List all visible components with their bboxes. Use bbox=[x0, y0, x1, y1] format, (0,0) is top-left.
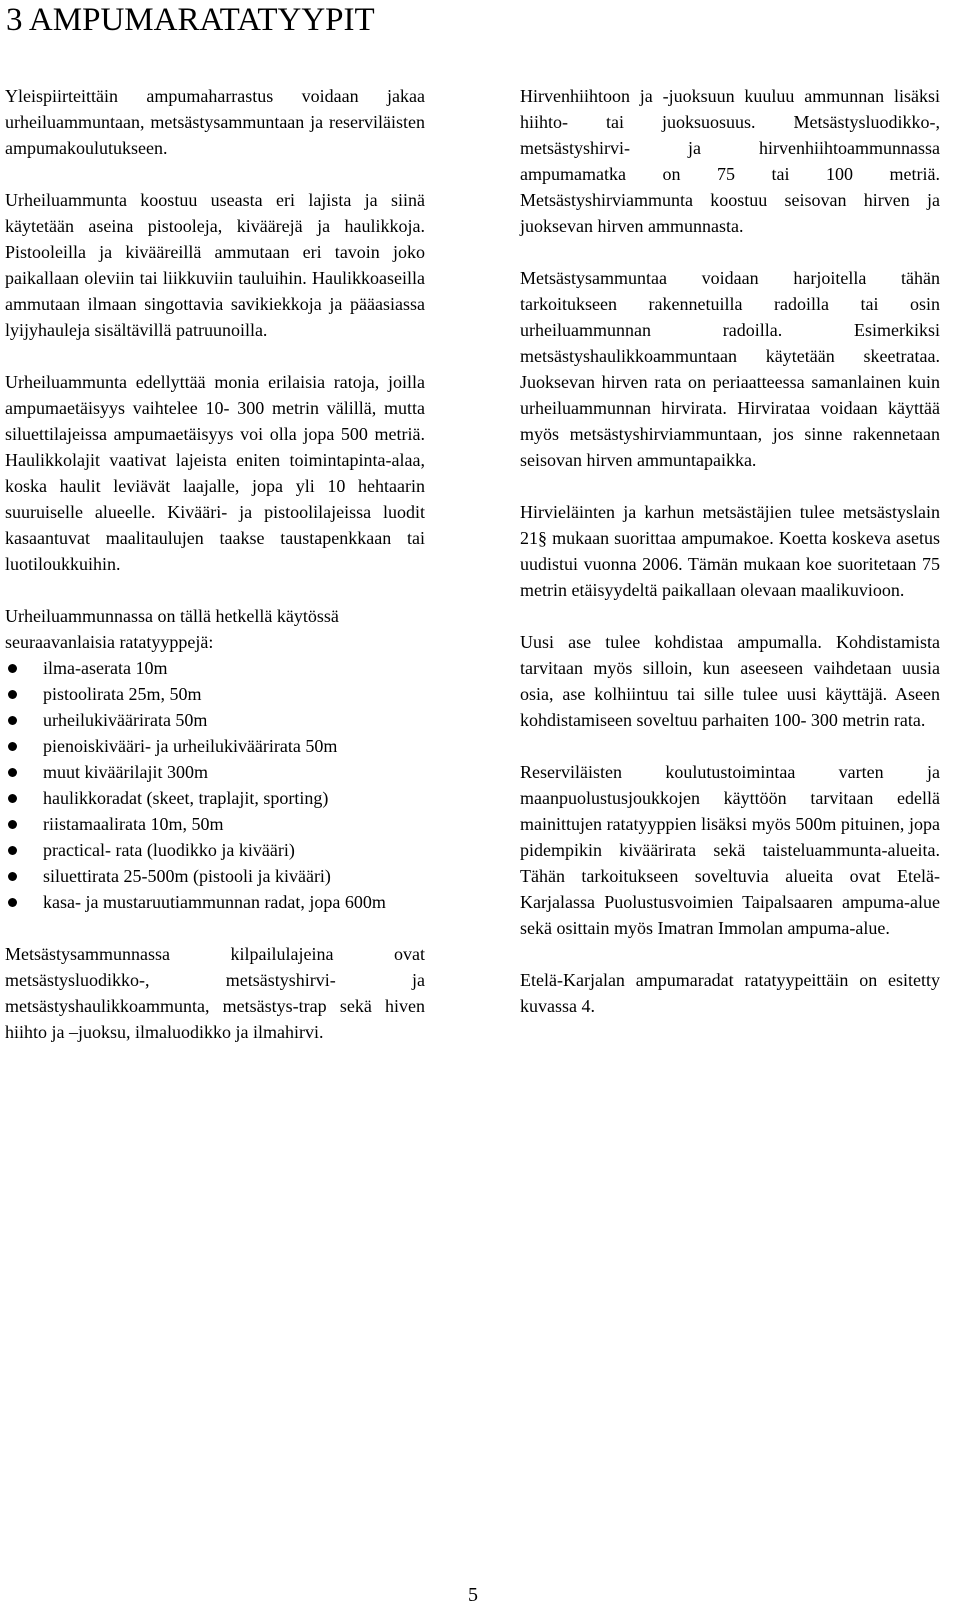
paragraph-sport-shooting: Urheiluammunta koostuu useasta eri lajista ja siinä käytetään aseina pistooleja, kiväärejä ja haulikkoja. Pistooleilla ja kivääreillä ammutaan eri tavoin joko paikallaan oleviin tai liikkuviin tauluihin. Haulikkoaseilla ammutaan ilmaan singottavia savikiekkoja ja pääasiassa lyijyhauleja sisältävillä patruunoilla. bbox=[5, 190, 425, 340]
paragraph-hunting-practice: Metsästysammuntaa voidaan harjoitella tähän tarkoitukseen rakennetuilla radoilla tai osin urheiluammunnan radoilla. Esimerkiksi metsästyshaulikkoammuntaan käytetään skeetrataa. Juoksevan hirven rata on periaatteessa samanlainen kuin urheiluammunnan hirvirata. Hirvirataa voidaan käyttää myös metsästyshirviammuntaan, jos sinne rakennetaan seisovan hirven ammuntapaikka. bbox=[520, 268, 940, 470]
list-item bbox=[5, 707, 425, 733]
list-item-text: pistoolirata 25m, 50m bbox=[43, 684, 202, 704]
bullet-icon bbox=[8, 742, 17, 751]
bullet-icon bbox=[8, 898, 17, 907]
paragraph-reservists: Reserviläisten koulutustoimintaa varten ja maanpuolustusjoukkojen käyttöön tarvitaan edellä mainittujen ratatyyppien lisäksi myös 500m pituinen, jopa pidempikin kiväärirata sekä taisteluammunta-alueita. Tähän tarkoitukseen soveltuvia alueita ovat Etelä- Karjalassa Puolustusvoimien Taipalsaaren ampuma-alue sekä osittain myös Imatran Immolan ampuma-alue. bbox=[520, 762, 940, 938]
paragraph-hunting-competitions: Metsästysammunnassa kilpailulajeina ovat metsästysluodikko-, metsästyshirvi- ja metsästyshaulikkoammunta, metsästys-trap sekä hiven hiihto ja –juoksu, ilmaluodikko ja ilmahirvi. bbox=[5, 944, 425, 1042]
list-item-text: kasa- ja mustaruutiammunnan radat, jopa 600m bbox=[43, 892, 386, 912]
list-item bbox=[5, 681, 425, 707]
bullet-icon bbox=[8, 690, 17, 699]
list-item bbox=[5, 889, 425, 915]
page-title: 3 AMPUMARATATYYPIT bbox=[6, 2, 375, 38]
bullet-icon bbox=[8, 664, 17, 673]
list-item-text: riistamaalirata 10m, 50m bbox=[43, 814, 224, 834]
bullet-icon bbox=[8, 768, 17, 777]
list-item-text: pienoiskivääri- ja urheilukiväärirata 50m bbox=[43, 736, 338, 756]
left-column bbox=[5, 83, 425, 1071]
paragraph-shooting-test: Hirvieläinten ja karhun metsästäjien tulee metsästyslain 21§ mukaan suorittaa ampumakoe. Koetta koskeva asetus uudistui vuonna 2006. Tämän mukaan koe suoritetaan 75 metrin etäisyydeltä paikallaan olevaan maalikuvioon. bbox=[520, 502, 940, 600]
paragraph-figure-reference: Etelä-Karjalan ampumaradat ratatyypeittäin on esitetty kuvassa 4. bbox=[520, 970, 940, 1016]
list-item bbox=[5, 655, 425, 681]
list-item-text: practical- rata (luodikko ja kivääri) bbox=[43, 840, 295, 860]
bullet-icon bbox=[8, 872, 17, 881]
list-item bbox=[5, 785, 425, 811]
paragraph-range-requirements: Urheiluammunta edellyttää monia erilaisia ratoja, joilla ampumaetäisyys vaihtelee 10- 300 metrin välillä, mutta siluettilajeissa ampumaetäisyys voi olla jopa 500 metriä. Haulikkolajit vaativat lajeista eniten toimintapinta-alaa, koska haulit leviävät laajalle, jopa yli 10 hehtaarin suuruiselle alueelle. Kivääri- ja pistoolilajeissa luodit kasaantuvat maalitaulujen taakse taustapenkkaan tai luotiloukkuihin. bbox=[5, 372, 425, 574]
list-item-text: siluettirata 25-500m (pistooli ja kivääri) bbox=[43, 866, 331, 886]
right-column bbox=[520, 83, 940, 1045]
paragraph-intro: Yleispiirteittäin ampumaharrastus voidaan jakaa urheiluammuntaan, metsästysammuntaan ja reserviläisten ampumakoulutukseen. bbox=[5, 86, 425, 158]
range-types-intro: Urheiluammunnassa on tällä hetkellä käytössä seuraavanlaisia ratatyyppejä: bbox=[5, 606, 339, 652]
list-item-text: haulikkoradat (skeet, traplajit, sporting) bbox=[43, 788, 329, 808]
list-item bbox=[5, 759, 425, 785]
bullet-icon bbox=[8, 820, 17, 829]
bullet-icon bbox=[8, 794, 17, 803]
page-number: 5 bbox=[468, 1584, 478, 1606]
list-item-text: ilma-aserata 10m bbox=[43, 658, 168, 678]
bullet-icon bbox=[8, 846, 17, 855]
paragraph-gun-zeroing: Uusi ase tulee kohdistaa ampumalla. Kohdistamista tarvitaan myös silloin, kun aseeseen vaihdetaan uusia osia, ase kolhiintuu tai sille tulee uusi käyttäjä. Aseen kohdistamiseen soveltuu parhaiten 100- 300 metrin rata. bbox=[520, 632, 940, 730]
list-item bbox=[5, 863, 425, 889]
list-item bbox=[5, 811, 425, 837]
paragraph-moose-skiing: Hirvenhiihtoon ja -juoksuun kuuluu ammunnan lisäksi hiihto- tai juoksuosuus. Metsästysluodikko-, metsästyshirvi- ja hirvenhiihtoammunnassa ampumamatka on 75 tai 100 metriä. Metsästyshirviammunta koostuu seisovan hirven ja juoksevan hirven ammunnasta. bbox=[520, 86, 940, 236]
list-item-text: muut kiväärilajit 300m bbox=[43, 762, 208, 782]
list-item bbox=[5, 733, 425, 759]
bullet-icon bbox=[8, 716, 17, 725]
range-types-list bbox=[5, 655, 425, 915]
list-item bbox=[5, 837, 425, 863]
list-item-text: urheilukiväärirata 50m bbox=[43, 710, 208, 730]
